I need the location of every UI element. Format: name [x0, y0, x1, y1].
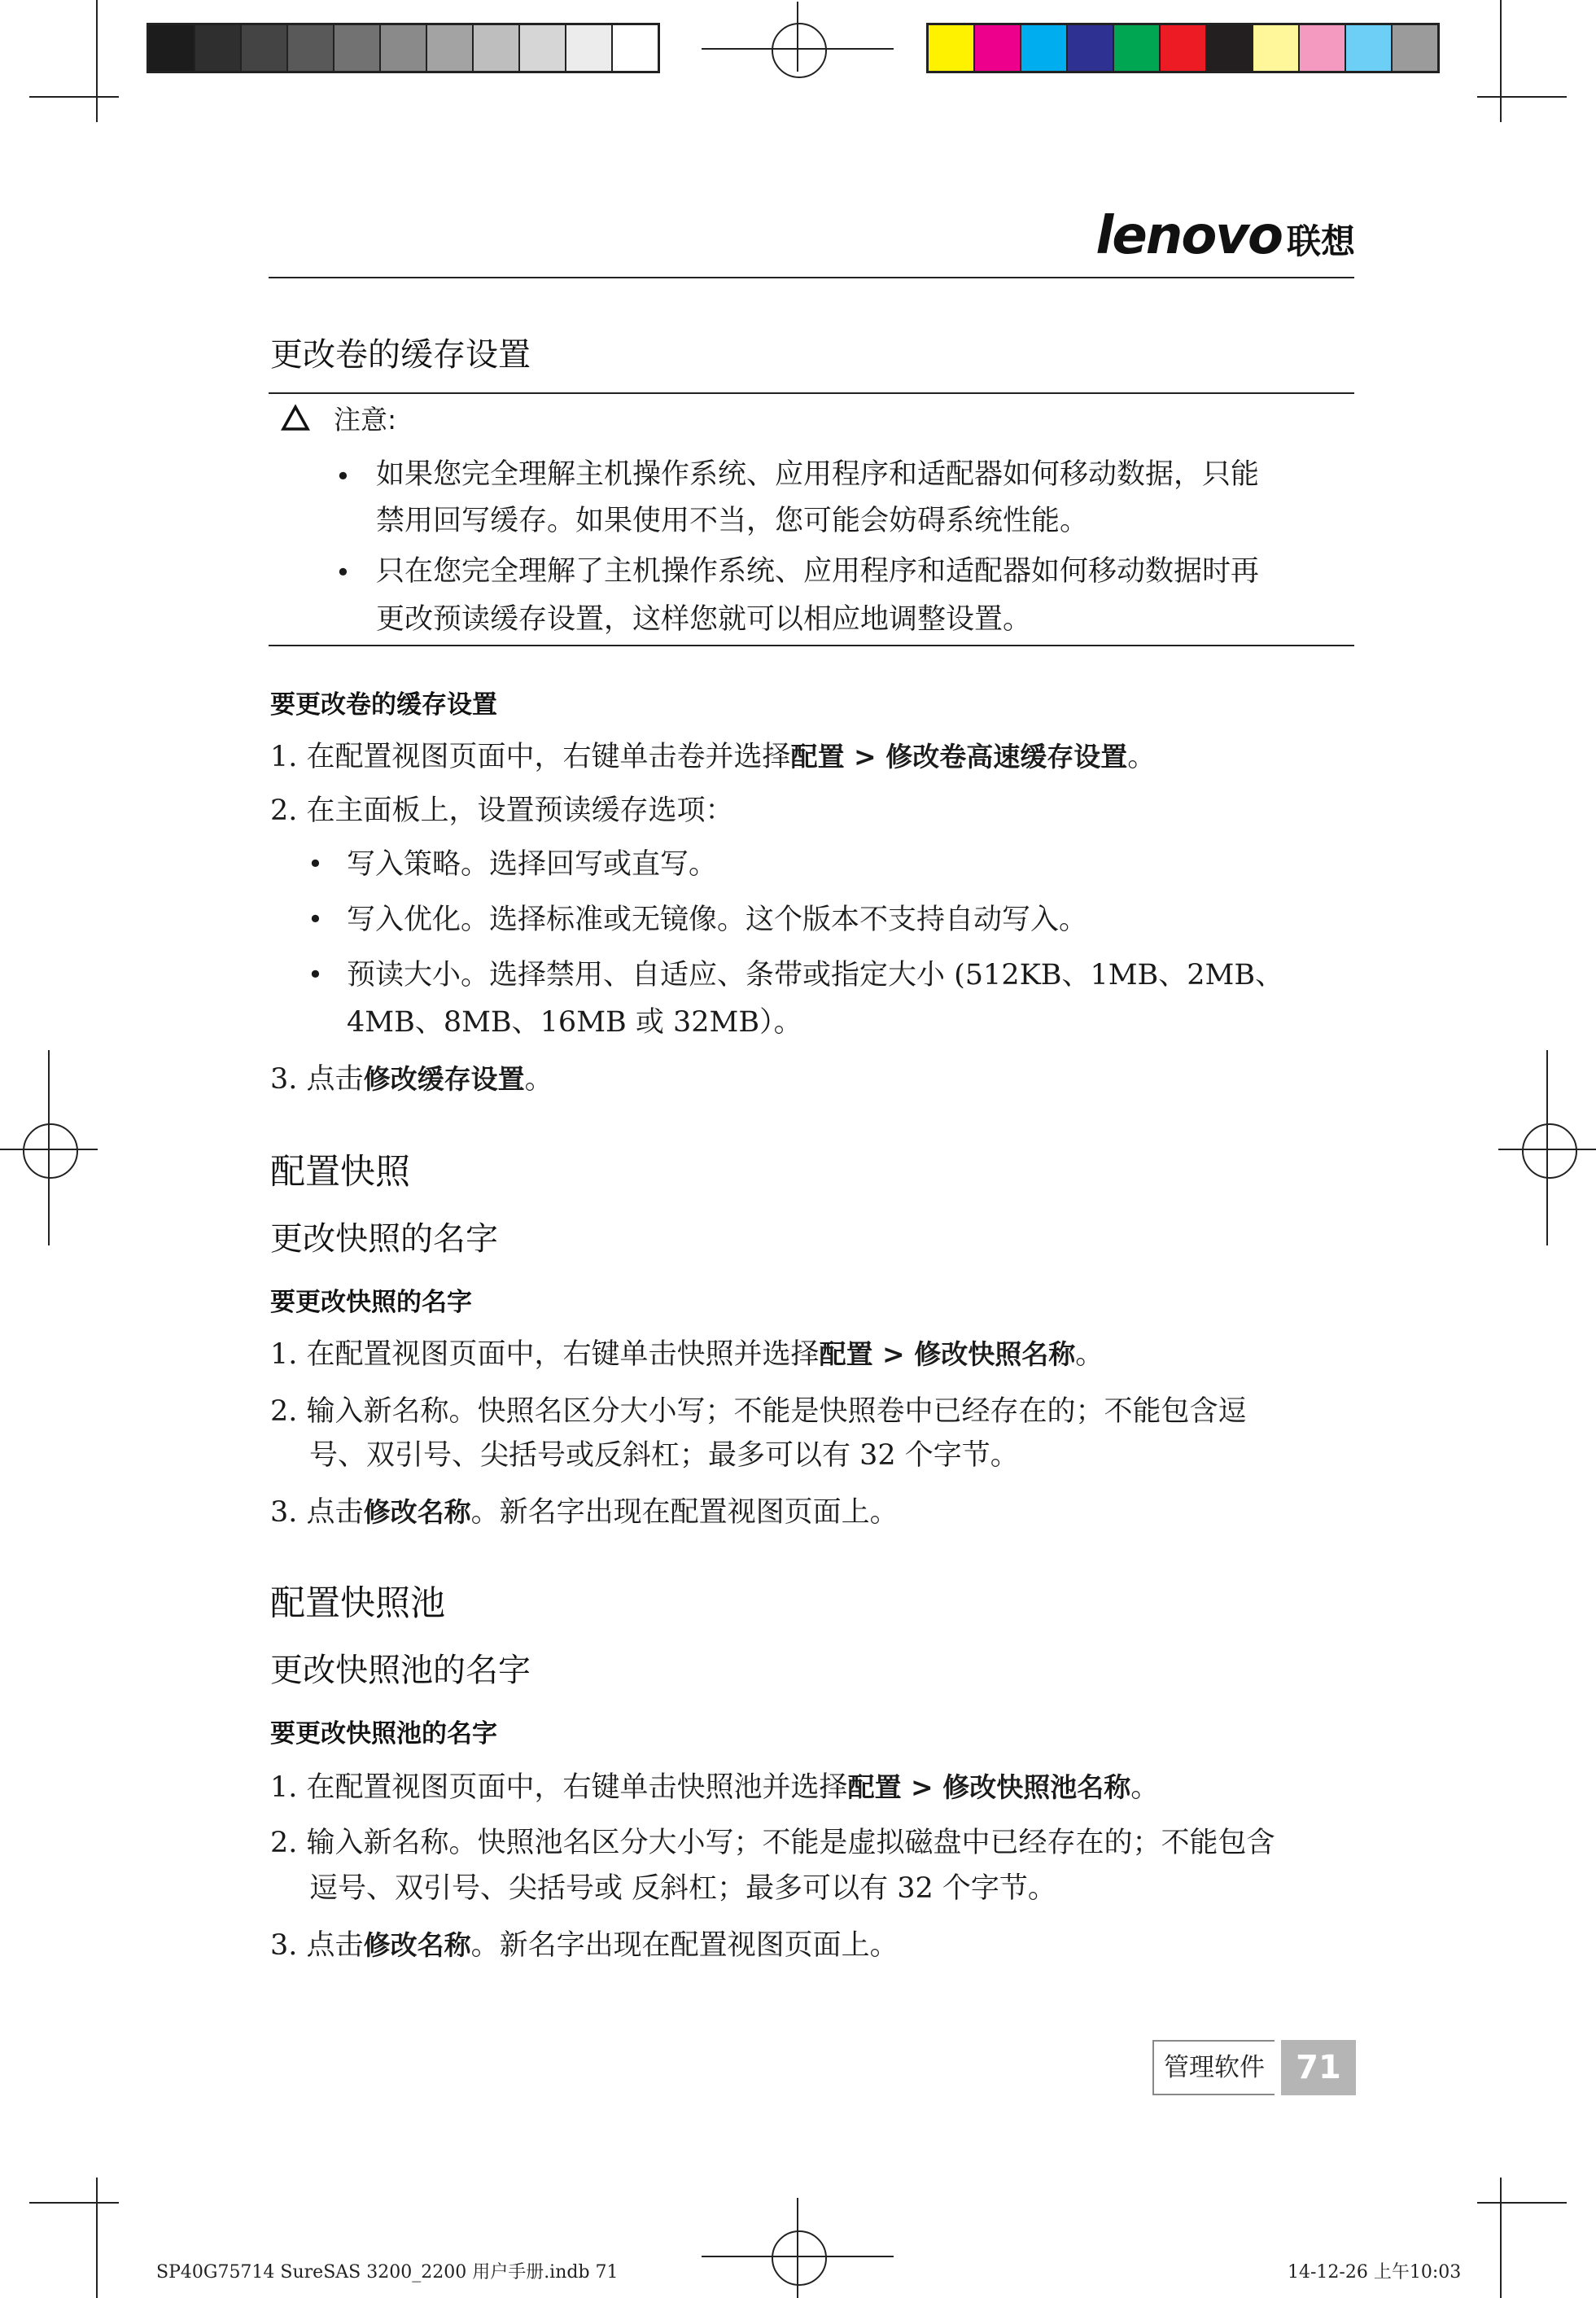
logo-chinese: 联想 — [1286, 221, 1355, 261]
subsection-title-snapshot: 更改快照的名字 — [270, 1220, 498, 1258]
header-rule — [269, 277, 1354, 278]
registration-mark — [48, 1050, 50, 1245]
step-number: 1. — [270, 741, 298, 773]
step-text: 输入新名称。快照名区分大小写；不能是快照卷中已经存在的；不能包含逗 — [306, 1395, 1247, 1428]
warning-icon — [280, 402, 311, 433]
color-swatch — [242, 25, 288, 71]
crop-mark — [96, 0, 98, 122]
step-text: 逗号、双引号、尖括号或 反斜杠；最多可以有 32 个字节。 — [309, 1872, 1056, 1905]
section-title-cache: 更改卷的缓存设置 — [270, 336, 531, 374]
slug-timestamp: 14-12-26 上午10:03 — [1288, 2262, 1462, 2283]
step-text: 点击 — [306, 1929, 364, 1962]
option-bullet: • — [308, 959, 323, 990]
menu-path: 配置 > 修改快照池名称 — [847, 1771, 1131, 1803]
note-bullet: • — [335, 461, 351, 492]
step-number: 2. — [270, 794, 298, 827]
crop-mark — [96, 2178, 98, 2298]
crop-mark — [1500, 2178, 1502, 2298]
section-title-snapshot: 配置快照 — [270, 1152, 410, 1193]
color-swatch — [149, 25, 195, 71]
step-text: 在配置视图页面中，右键单击快照并选择 — [306, 1338, 820, 1371]
step-text: 。 — [1127, 741, 1157, 773]
color-swatch — [1253, 25, 1300, 71]
color-swatch — [1161, 25, 1207, 71]
step — [270, 788, 734, 834]
note-text: 只在您完全理解了主机操作系统、应用程序和适配器如何移动数据时再 — [376, 555, 1260, 588]
note-bottom-rule — [269, 645, 1354, 646]
action-name: 修改缓存设置 — [363, 1063, 525, 1095]
menu-path: 配置 > 修改快照名称 — [819, 1338, 1076, 1370]
footer-section-name: 管理软件 — [1152, 2040, 1275, 2095]
step — [270, 1389, 1247, 1434]
registration-mark — [797, 2198, 798, 2298]
option-bullet: • — [308, 904, 323, 935]
step-number: 3. — [270, 1496, 298, 1529]
color-swatch — [381, 25, 427, 71]
action-name: 修改名称 — [363, 1496, 471, 1528]
step-text: 。 — [524, 1063, 553, 1096]
registration-mark — [1546, 1050, 1548, 1245]
step-number: 2. — [270, 1395, 298, 1428]
note-text: 禁用回写缓存。如果使用不当，您可能会妨碍系统性能。 — [376, 505, 1089, 537]
option-text: 4MB、8MB、16MB 或 32MB）。 — [347, 1006, 802, 1039]
option-text: 写入优化。选择标准或无镜像。这个版本不支持自动写入。 — [347, 904, 1088, 936]
registration-mark — [772, 2230, 827, 2286]
gray-color-bar — [146, 23, 660, 73]
color-swatch — [1114, 25, 1161, 71]
color-swatch — [520, 25, 566, 71]
color-swatch — [288, 25, 335, 71]
color-swatch — [1068, 25, 1114, 71]
registration-mark — [23, 1123, 78, 1179]
step — [270, 1332, 1104, 1377]
color-swatch — [1300, 25, 1346, 71]
action-name: 修改名称 — [363, 1929, 471, 1961]
step-number: 3. — [270, 1063, 298, 1096]
registration-mark — [772, 23, 827, 78]
step — [270, 1820, 1275, 1866]
lenovo-logo — [1095, 206, 1355, 266]
step — [270, 1923, 899, 1968]
step-text: 。新名字出现在配置视图页面上。 — [470, 1496, 899, 1529]
note-label: 注意: — [334, 404, 397, 436]
step-text: 在主面板上，设置预读缓存选项： — [306, 794, 734, 827]
color-swatch — [1346, 25, 1393, 71]
registration-mark — [797, 2, 798, 72]
color-swatch — [427, 25, 474, 71]
step — [270, 734, 1156, 780]
color-swatch — [929, 25, 975, 71]
color-swatch — [975, 25, 1021, 71]
crop-mark — [29, 2202, 119, 2204]
note-top-rule — [269, 392, 1354, 394]
registration-mark — [1522, 1123, 1577, 1179]
page-number: 71 — [1281, 2040, 1356, 2095]
section-title-pool: 配置快照池 — [270, 1583, 445, 1624]
option-text: 预读大小。选择禁用、自适应、条带或指定大小 (512KB、1MB、2MB、 — [347, 959, 1284, 991]
step-text: 。 — [1130, 1771, 1160, 1804]
procedure-heading: 要更改快照的名字 — [270, 1288, 472, 1317]
color-swatch — [613, 25, 658, 71]
color-swatch — [335, 25, 381, 71]
step-text: 点击 — [306, 1496, 364, 1529]
procedure-heading: 要更改卷的缓存设置 — [270, 690, 497, 720]
menu-path: 配置 > 修改卷高速缓存设置 — [790, 741, 1128, 773]
step-text: 在配置视图页面中，右键单击快照池并选择 — [306, 1771, 848, 1804]
step — [270, 1057, 553, 1102]
note-bullet: • — [335, 557, 351, 588]
step-number: 1. — [270, 1338, 298, 1371]
note-text: 如果您完全理解主机操作系统、应用程序和适配器如何移动数据，只能 — [376, 458, 1260, 491]
step-text: 。新名字出现在配置视图页面上。 — [470, 1929, 899, 1962]
logo-wordmark: lenovo — [1095, 206, 1282, 266]
step-text: 。 — [1075, 1338, 1104, 1371]
crop-mark — [29, 96, 119, 98]
color-swatch — [195, 25, 242, 71]
step-text: 在配置视图页面中，右键单击卷并选择 — [306, 741, 791, 773]
step-text: 点击 — [306, 1063, 364, 1096]
crop-mark — [1477, 2202, 1567, 2204]
cmyk-color-bar — [926, 23, 1440, 73]
step-text: 输入新名称。快照池名区分大小写；不能是虚拟磁盘中已经存在的；不能包含 — [306, 1827, 1275, 1859]
crop-mark — [1500, 0, 1502, 122]
crop-mark — [1477, 96, 1567, 98]
step — [270, 1490, 899, 1535]
color-swatch — [1021, 25, 1068, 71]
procedure-heading: 要更改快照池的名字 — [270, 1719, 497, 1749]
slug-filename: SP40G75714 SureSAS 3200_2200 用户手册.indb 71 — [156, 2262, 619, 2283]
step-number: 1. — [270, 1771, 298, 1804]
color-swatch — [566, 25, 613, 71]
step — [270, 1765, 1159, 1810]
step-text: 号、双引号、尖括号或反斜杠；最多可以有 32 个字节。 — [309, 1439, 1019, 1472]
subsection-title-pool: 更改快照池的名字 — [270, 1652, 531, 1689]
step-number: 2. — [270, 1827, 298, 1859]
color-swatch — [1393, 25, 1437, 71]
option-bullet: • — [308, 848, 323, 879]
color-swatch — [1207, 25, 1253, 71]
step-number: 3. — [270, 1929, 298, 1962]
option-text: 写入策略。选择回写或直写。 — [347, 848, 718, 881]
color-swatch — [474, 25, 520, 71]
note-text: 更改预读缓存设置，这样您就可以相应地调整设置。 — [376, 603, 1032, 636]
